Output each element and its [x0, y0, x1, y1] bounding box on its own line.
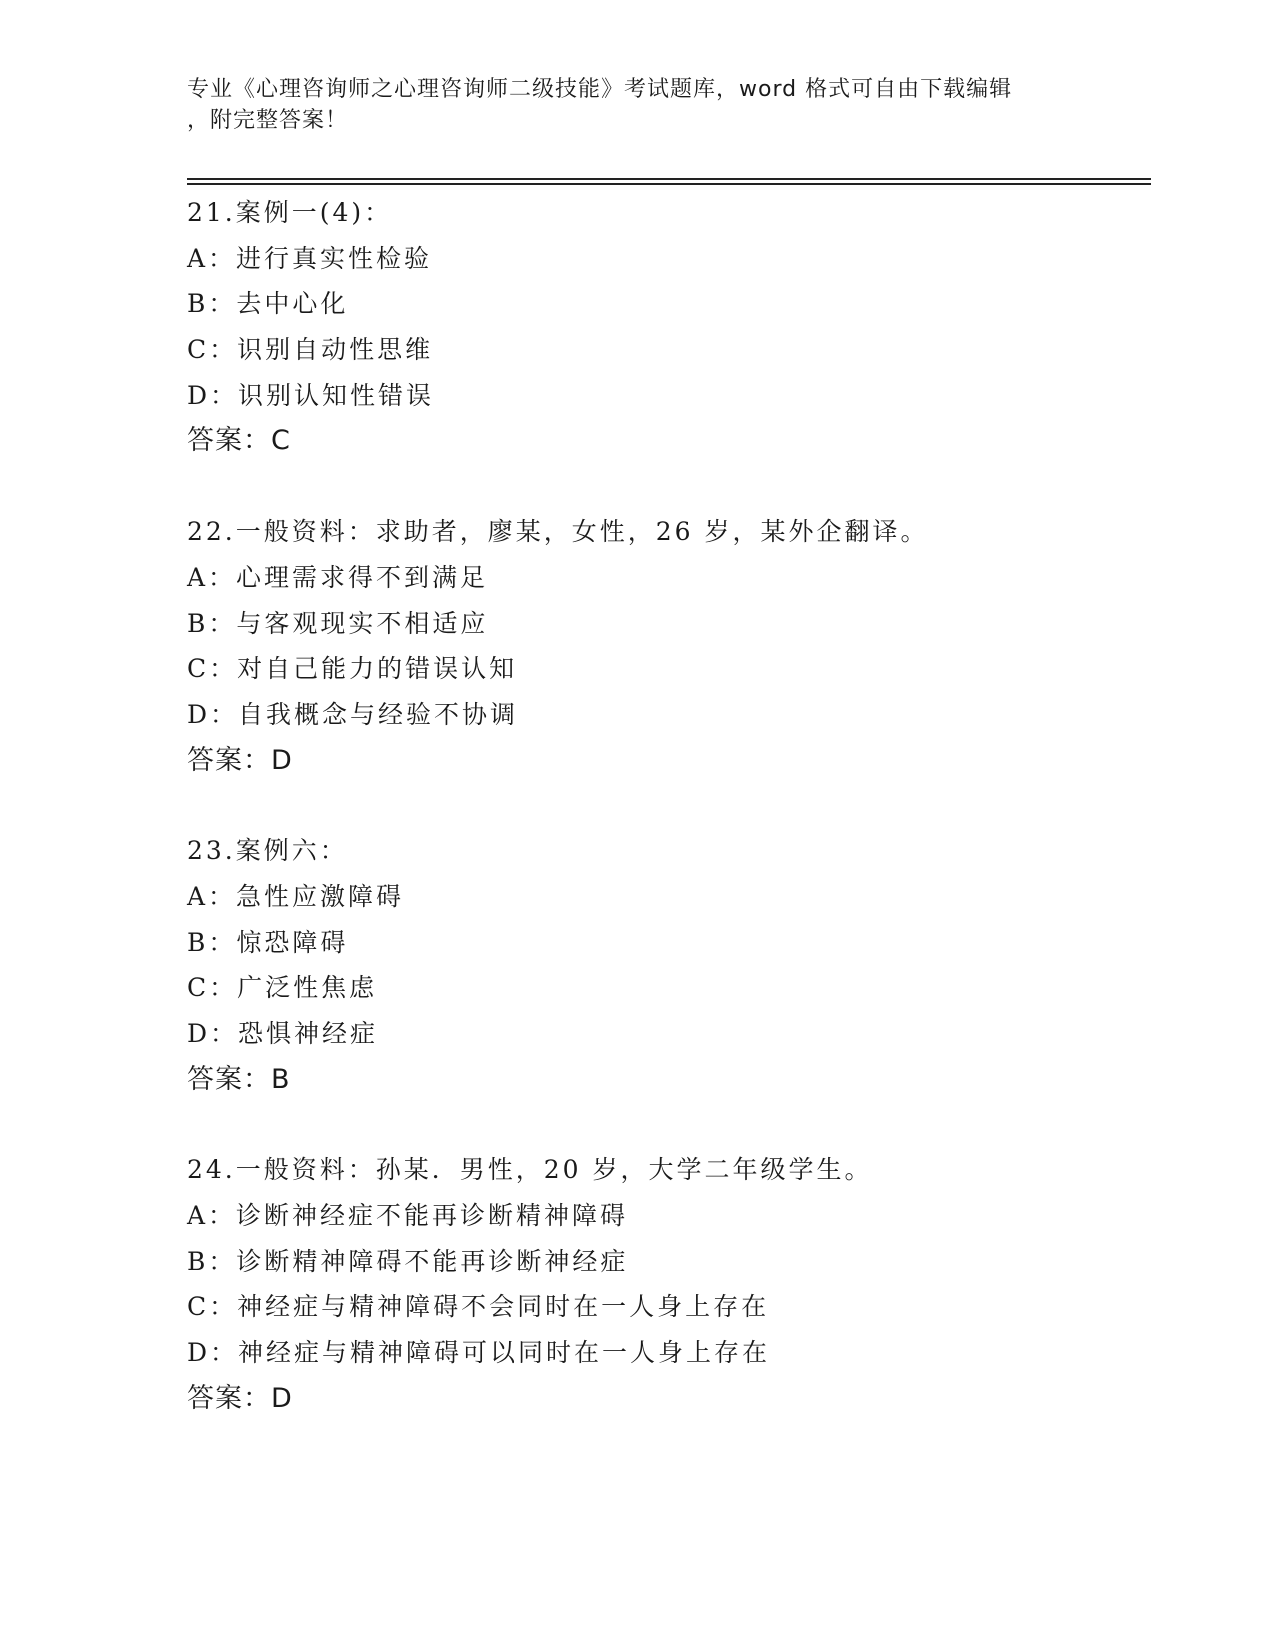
question-23	[187, 828, 1151, 1102]
answer: 答案：B	[187, 1063, 291, 1095]
question-22	[187, 509, 1151, 783]
option-a: A：心理需求得不到满足	[187, 562, 489, 592]
header-divider-top	[187, 178, 1151, 180]
option-c: C：对自己能力的错误认知	[187, 654, 518, 684]
option-d: D：神经症与精神障碍可以同时在一人身上存在	[187, 1338, 771, 1368]
question-24	[187, 1147, 1151, 1421]
option-a: A：进行真实性检验	[187, 243, 433, 273]
option-d: D：自我概念与经验不协调	[187, 699, 519, 729]
question-stem: 21.案例一(4)：	[187, 198, 393, 227]
question-21	[187, 190, 1151, 464]
question-stem: 23.案例六：	[187, 836, 348, 866]
option-d: D：识别认知性错误	[187, 380, 435, 410]
option-c: C：神经症与精神障碍不会同时在一人身上存在	[187, 1292, 770, 1322]
question-stem: 22.一般资料：求助者，廖某，女性，26 岁，某外企翻译。	[187, 517, 929, 547]
option-b: B：惊恐障碍	[187, 927, 349, 957]
answer: 答案：C	[187, 425, 291, 457]
header-line-1: 专业《心理咨询师之心理咨询师二级技能》考试题库，word 格式可自由下载编辑	[187, 77, 1013, 102]
option-c: C：广泛性焦虑	[187, 973, 378, 1003]
option-d: D：恐惧神经症	[187, 1019, 379, 1048]
option-b: B：与客观现实不相适应	[187, 608, 489, 638]
question-stem: 24.一般资料：孙某．男性，20 岁，大学二年级学生。	[187, 1155, 873, 1185]
answer: 答案：D	[187, 1382, 293, 1414]
option-b: B：去中心化	[187, 289, 349, 319]
option-b: B：诊断精神障碍不能再诊断神经症	[187, 1246, 629, 1276]
header-line-2: ，附完整答案！	[187, 108, 349, 133]
question-list	[187, 190, 1151, 1467]
option-c: C：识别自动性思维	[187, 335, 434, 365]
option-a: A：诊断神经症不能再诊断精神障碍	[187, 1201, 629, 1231]
answer: 答案：D	[187, 744, 293, 776]
option-a: A：急性应激障碍	[187, 881, 405, 911]
header-divider-bottom	[187, 183, 1151, 185]
document-header	[187, 74, 1087, 136]
